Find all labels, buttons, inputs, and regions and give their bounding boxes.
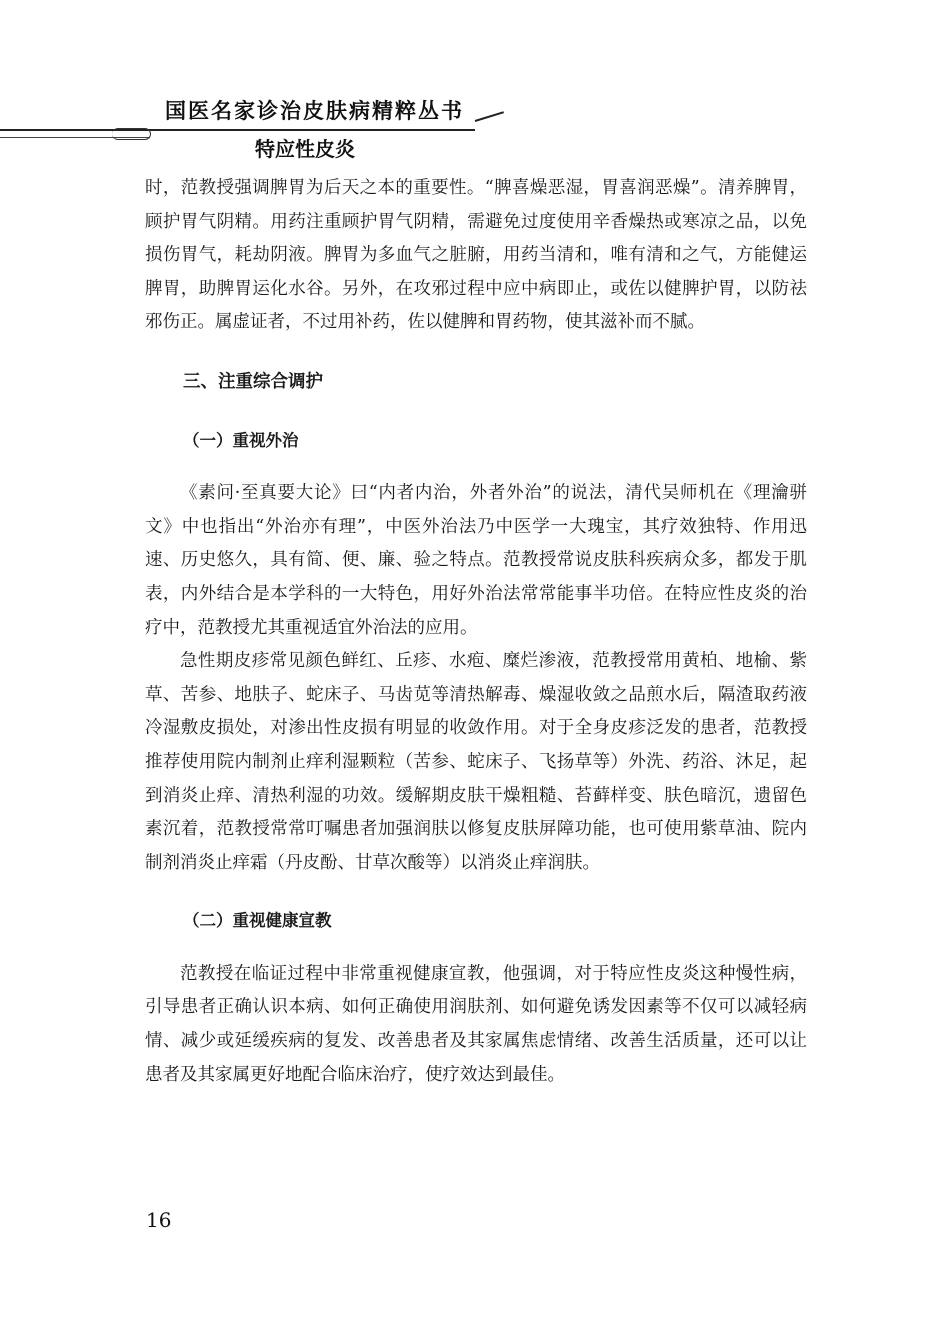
- header-ornament-icon: [112, 128, 151, 140]
- subsection-heading-1: （一）重视外治: [183, 430, 299, 450]
- page-number: 16: [146, 1208, 172, 1232]
- subsection-heading-2: （二）重视健康宣教: [183, 911, 332, 931]
- header-rule: [0, 129, 475, 131]
- series-title: 国医名家诊治皮肤病精粹丛书: [165, 98, 464, 123]
- chapter-title: 特应性皮炎: [255, 137, 355, 161]
- paragraph-2: 《素问·至真要大论》曰“内者内治，外者外治”的说法，清代吴师机在《理瀹骈文》中也指出“外治亦有理”，中医外治法乃中医学一大瑰宝，其疗效独特、作用迅速、历史悠久，具有简、便、廉、验之特点。范教授常说皮肤科疾病众多，都发于肌表，内外结合是本学科的一大特色，用好外治法常常能事半功倍。在特应性皮炎的治疗中，范教授尤其重视适宜外治法的应用。: [145, 483, 807, 638]
- paragraph-1: 时，范教授强调脾胃为后天之本的重要性。“脾喜燥恶湿，胃喜润恶燥”。清养脾胃，顾护胃气阴精。用药注重顾护胃气阴精，需避免过度使用辛香燥热或寒凉之品，以免损伤胃气，耗劫阴液。脾胃为多血气之脏腑，用药当清和，唯有清和之气，方能健运脾胃，助脾胃运化水谷。另外，在攻邪过程中应中病即止，或佐以健脾护胃，以防祛邪伤正。属虚证者，不过用补药，佐以健脾和胃药物，使其滋补而不腻。: [145, 178, 807, 333]
- paragraph-3: 急性期皮疹常见颜色鲜红、丘疹、水疱、糜烂渗液，范教授常用黄柏、地榆、紫草、苦参、地肤子、蛇床子、马齿苋等清热解毒、燥湿收敛之品煎水后，隔渣取药液冷湿敷皮损处，对渗出性皮损有明显的收敛作用。对于全身皮疹泛发的患者，范教授推荐使用院内制剂止痒利湿颗粒（苦参、蛇床子、飞扬草等）外洗、药浴、沐足，起到消炎止痒、清热利湿的功效。缓解期皮肤干燥粗糙、苔藓样变、肤色暗沉，遗留色素沉着，范教授常常叮嘱患者加强润肤以修复皮肤屏障功能，也可使用紫草油、院内制剂消炎止痒霜（丹皮酚、甘草次酸等）以消炎止痒润肤。: [145, 651, 807, 873]
- section-heading-3: 三、注重综合调护: [183, 371, 323, 392]
- paragraph-4: 范教授在临证过程中非常重视健康宣教，他强调，对于特应性皮炎这种慢性病，引导患者正确认识本病、如何正确使用润肤剂、如何避免诱发因素等不仅可以减轻病情、减少或延缓疾病的复发、改善患者及其家属焦虑情绪、改善生活质量，还可以让患者及其家属更好地配合临床治疗，使疗效达到最佳。: [145, 963, 807, 1085]
- page-body: [145, 172, 807, 1092]
